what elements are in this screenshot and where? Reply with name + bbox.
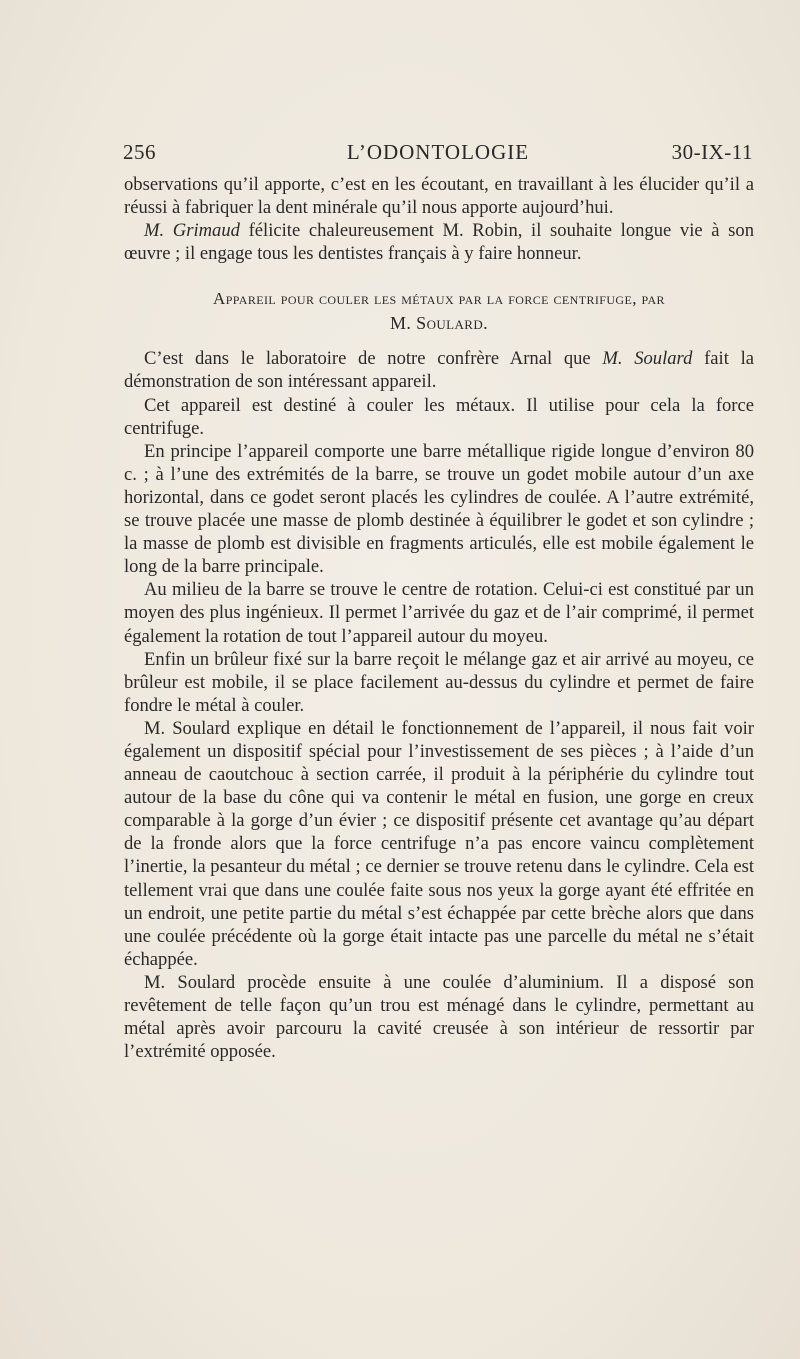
article-body	[124, 173, 754, 1063]
section-heading-line-2: M. Soulard.	[389, 313, 489, 334]
paragraph-7: Enfin un brûleur fixé sur la barre reçoit le mélange gaz et air arrivé au moyeu, ce brûleur est mobile, il se place facilement au-dessus du cylindre et permet de faire fondre le métal à couler.	[124, 648, 754, 716]
paragraph-2	[124, 219, 754, 265]
paragraph-3-start: C’est dans le laboratoire de notre confrère Arnal que	[144, 348, 603, 370]
paragraph-9: M. Soulard procède ensuite à une coulée d’aluminium. Il a disposé son revêtement de telle façon qu’un trou est ménagé dans le cylindre, permettant au métal après avoir parcouru la cavité creusée à son intérieur de ressortir par l’extrémité opposée.	[124, 971, 754, 1063]
paragraph-1: observations qu’il apporte, c’est en les écoutant, en travaillant à les élucider qu’il a réussi à fabriquer la dent minérale qu’il nous apporte aujourd’hui.	[124, 174, 754, 219]
paragraph-8: M. Soulard explique en détail le fonctionnement de l’appareil, il nous fait voir également un dispositif spécial pour l’investissement de ses pièces ; à l’aide d’un anneau de caoutchouc à section carrée, il produit à la périphérie du cylindre tout autour de la base du cône qui va contenir le métal en fusion, une gorge en creux comparable à la gorge d’un évier ; ce dispositif présente cet avantage qu’au départ de la fronde alors que la force centrifuge n’a pas encore vaincu complètement l’inertie, la pesanteur du métal ; ce dernier se trouve retenu dans le cylindre. Cela est tellement vrai que dans une coulée faite sous nos yeux la gorge ayant été effritée en un endroit, une petite partie du métal s’est échappée par cette brèche alors que dans une coulée précédente où la gorge était intacte pas une parcelle du métal ne s’était échappée.	[124, 717, 754, 970]
paragraph-3	[124, 347, 754, 393]
paragraph-2-text: félicite chaleureusement M. Robin, il souhaite longue vie à son œuvre ; il engage tous les dentistes français à y faire honneur.	[124, 220, 755, 265]
presenter-name: M. Soulard	[602, 348, 693, 370]
paragraph-6: Au milieu de la barre se trouve le centre de rotation. Celui-ci est constitué par un moyen des plus ingénieux. Il permet l’arrivée du gaz et de l’air comprimé, il permet également la rotation de tout l’appareil autour du moyeu.	[124, 579, 754, 647]
section-heading	[124, 287, 754, 335]
section-heading-line-1: Appareil pour couler les métaux par la force centrifuge, par	[213, 289, 665, 309]
issue-date: 30-IX-11	[671, 140, 753, 164]
paragraph-3-end: fait la démonstration de son intéressant appareil.	[124, 348, 754, 393]
paragraph-5: En principe l’appareil comporte une barre métallique rigide longue d’environ 80 c. ; à l’une des extrémités de la barre, se trouve un godet mobile autour d’un axe horizontal, dans ce godet seront placés les cylindres de coulée. A l’autre extrémité, se trouve placée une masse de plomb destinée à équilibrer le godet et son cylindre ; la masse de plomb est divisible en fragments articulés, elle est mobile également le long de la barre principale.	[124, 440, 754, 578]
page-number: 256	[123, 140, 156, 164]
running-header	[123, 140, 753, 168]
speaker-name: M. Grimaud	[144, 220, 240, 242]
paragraph-4: Cet appareil est destiné à couler les métaux. Il utilise pour cela la force centrifuge.	[124, 394, 754, 439]
journal-title: L’ODONTOLOGIE	[346, 140, 530, 164]
